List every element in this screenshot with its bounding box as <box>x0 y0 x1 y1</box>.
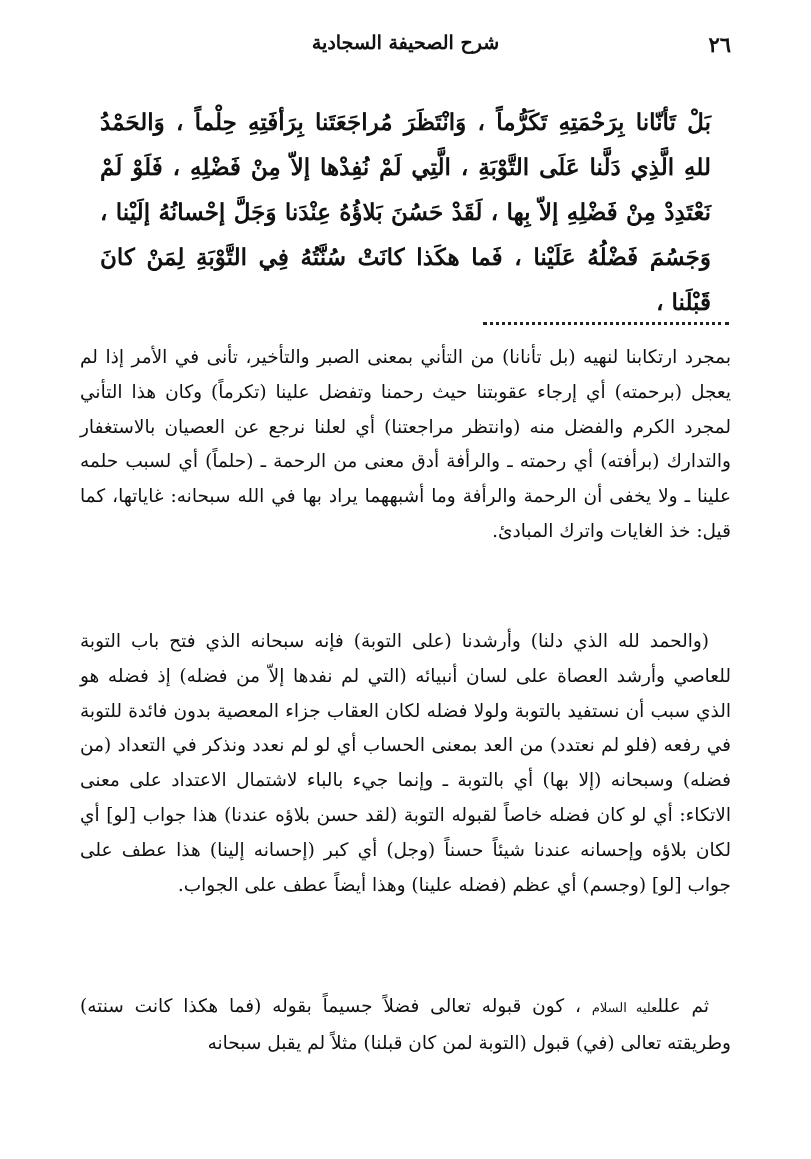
commentary-text-2: (والحمد لله الذي دلنا) وأرشدنا (على التوبة) فإنه سبحانه الذي فتح باب التوبة للعاصي وأرشد العصاة على لسان أنبيائه (التي لم نفدها إلاّ من فضله) إذ فضله هو الذي سبب أن نستفيد بالتوبة ولولا فضله لكان العقاب جزاء المعصية بدون فائدة للتوبة في رفعه (فلو لم نعتدد) من العد بمعنى الحساب أي لو لم نعدد ونذكر في التعداد (من فضله) وسبحانه (إلا بها) أي بالتوبة ـ وإنما جيء بالباء لاشتمال الاعتداد على معنى الاتكاء: أي لو كان فضله خاصاً لقبوله التوبة (لقد حسن بلاؤه عندنا) هذا جواب [لو] أي لكان بلاؤه وإحسانه عندنا شيئاً حسناً (وجل) أي كبر (إحسانه إلينا) هذا عطف على جواب [لو] (وجسم) أي عظم (فضله علينا) وهذا أيضاً عطف على الجواب. <box>80 631 731 896</box>
dotted-separator <box>483 322 729 325</box>
honorific-symbol: عليه السلام <box>591 1001 658 1016</box>
page-number: ٢٦ <box>708 32 731 57</box>
commentary-text-3 <box>80 990 731 1062</box>
commentary-text-3-rest: ، كون قبوله تعالى فضلاً جسيماً بقوله (فما هكذا كانت سنته) وطريقته تعالى (في) قبول (التوبة لمن كان قبلنا) مثلاً لم يقبل سبحانه <box>80 996 731 1054</box>
commentary-paragraph-1 <box>80 341 731 550</box>
supplication-text: بَلْ تَأنّانا بِرَحْمَتِهِ تَكَرُّماً ، وَانْتَظَرَ مُراجَعَتَنا بِرَأفَتِهِ حِلْماً ، وَالحَمْدُ للهِ الَّذِي دَلَّنا عَلَى التَّوْبَةِ ، الَّتِي لَمْ نُفِدْها إلاّ مِنْ فَضْلِهِ ، فَلَوْ لَمْ نَعْتَدِدْ مِنْ فَضْلِهِ إلاّ بِها ، لَقَدْ حَسُنَ بَلاؤُهُ عِنْدَنا وَجَلَّ إحْسانُهُ إلَيْنا ، وَجَسُمَ فَضْلُهُ عَلَيْنا ، فَما هكَذا كانَتْ سُنَّتُهُ فِي التَّوْبَةِ لِمَنْ كانَ قَبْلَنا ، <box>100 109 711 316</box>
page-header <box>80 30 731 64</box>
main-text-block <box>100 100 711 325</box>
commentary-paragraph-2 <box>80 625 731 903</box>
running-title: شرح الصحيفة السجادية <box>311 32 500 54</box>
commentary-text-1: بمجرد ارتكابنا لنهيه (بل تأنانا) من التأني بمعنى الصبر والتأخير، تأنى في الأمر إذا لم يعجل (برحمته) أي إرجاء عقوبتنا حيث رحمنا وتفضل علينا (تكرماً) وكان هذا التأني لمجرد الكرم والفضل منه (وانتظر مراجعتنا) أي لعلنا نرجع عن العصيان بالاستغفار والتدارك (برأفته) أي رحمته ـ والرأفة أدق معنى من الرحمة ـ (حلماً) أي لسبب حلمه علينا ـ ولا يخفى أن الرحمة والرأفة وما أشبههما يراد بها في الله سبحانه: غاياتها، كما قيل: خذ الغايات واترك المبادئ. <box>80 347 731 542</box>
commentary-paragraph-3 <box>80 990 731 1062</box>
commentary-text-3-start: ثم علل <box>657 996 709 1017</box>
